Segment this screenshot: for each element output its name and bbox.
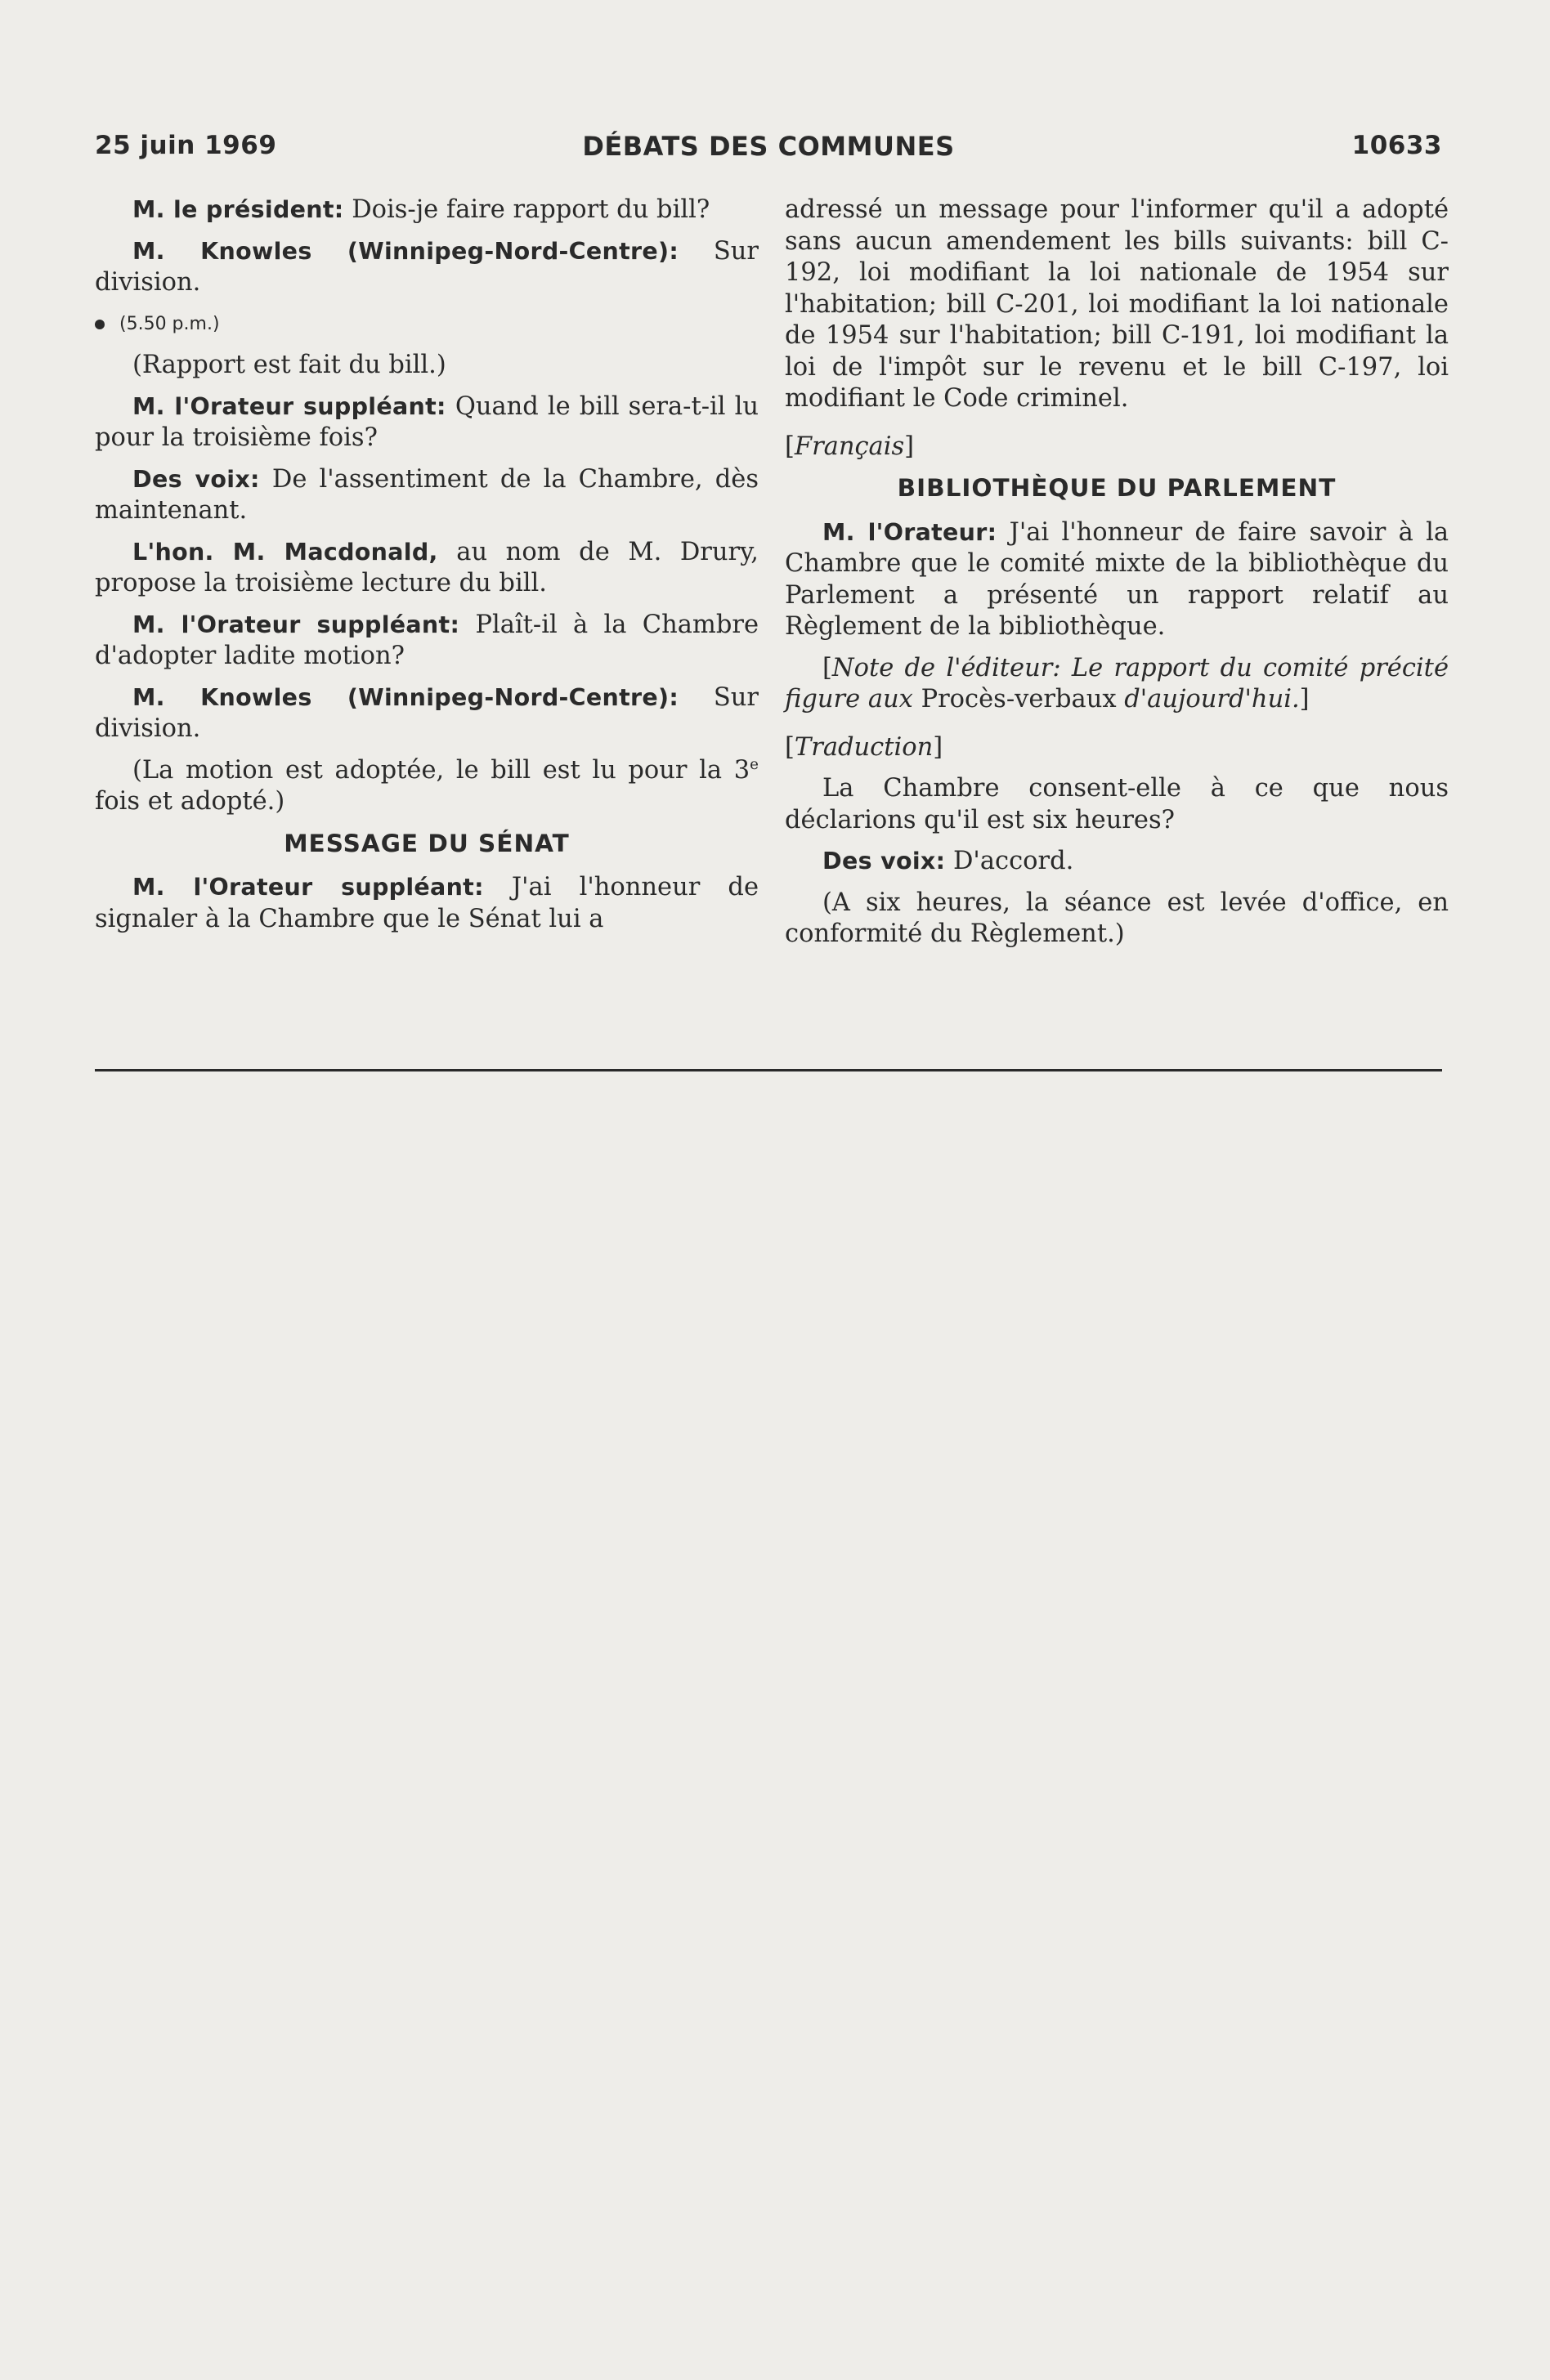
language-tag-text: Traduction — [794, 732, 934, 762]
speaker-name: M. le président: — [132, 196, 344, 223]
speech-text: Sur division. — [95, 682, 759, 743]
time-marker-text: (5.50 p.m.) — [119, 313, 220, 334]
paragraph — [95, 464, 759, 527]
horizontal-rule — [95, 1069, 1442, 1071]
left-column — [95, 195, 759, 945]
speech-text: au nom de M. Drury, propose la troisième lecture du bill. — [95, 537, 759, 597]
section-heading-bibliotheque: BIBLIOTHÈQUE DU PARLEMENT — [897, 474, 1337, 502]
paragraph — [785, 846, 1449, 878]
superscript: e — [750, 755, 759, 773]
speech-text: De l'assentiment de la Chambre, dès maintenant. — [95, 464, 759, 525]
header-title: DÉBATS DES COMMUNES — [582, 131, 955, 162]
speaker-name: M. Knowles (Winnipeg-Nord-Centre): — [132, 683, 679, 711]
speech-text: adressé un message pour l'informer qu'il a adopté sans aucun amendement les bills suivants: bill C-192, loi modifiant la loi nationale de 1954 sur l'habitation; bill C-201, loi modifiant la loi nationale de 1954 sur l'habitation; bill C-191, loi modifiant la loi de l'impôt sur le revenu et le bill C-197, loi modifiant le Code criminel. — [785, 195, 1449, 413]
language-tag: [Traduction] — [785, 732, 943, 762]
speech-text: Dois-je faire rapport du bill? — [343, 195, 710, 224]
speech-text: (Rapport est fait du bill.) — [132, 351, 446, 379]
speaker-name: M. l'Orateur suppléant: — [132, 611, 460, 638]
language-tag: [Français] — [785, 432, 915, 461]
paragraph — [785, 888, 1449, 951]
speech-text: Plaît-il à la Chambre d'adopter ladite motion? — [95, 610, 759, 670]
speaker-name: M. l'Orateur suppléant: — [132, 874, 484, 901]
speech-text: La Chambre consent-elle à ce que nous déclarions qu'il est six heures? — [785, 774, 1449, 834]
speech-text: J'ai l'honneur de faire savoir à la Chambre que le comité mixte de la bibliothèque du Parlement a présenté un rapport relatif au Règlement de la bibliothèque. — [785, 517, 1449, 641]
paragraph — [785, 773, 1449, 836]
paragraph — [95, 391, 759, 454]
speaker-name: L'hon. M. Macdonald, — [132, 538, 438, 566]
speaker-name: M. l'Orateur suppléant: — [132, 392, 446, 420]
speaker-name: M. Knowles (Winnipeg-Nord-Centre): — [132, 237, 679, 265]
header-date: 25 juin 1969 — [95, 131, 277, 160]
paragraph — [95, 195, 759, 226]
speech-text: J'ai l'honneur de signaler à la Chambre que le Sénat lui a — [95, 873, 759, 933]
editor-note-text: d'aujourd'hui. — [1124, 685, 1300, 714]
paragraph — [95, 872, 759, 935]
speech-text: fois et adopté.) — [95, 787, 285, 816]
speech-text: (A six heures, la séance est levée d'office, en conformité du Règlement.) — [785, 888, 1449, 948]
paragraph — [95, 610, 759, 673]
paragraph — [95, 350, 759, 382]
speech-text: (La motion est adoptée, le bill est lu pour la 3 — [132, 755, 750, 785]
speech-text: Quand le bill sera-t-il lu pour la troisième fois? — [95, 391, 759, 452]
speech-text: D'accord. — [945, 847, 1074, 875]
paragraph — [95, 537, 759, 600]
paragraph — [95, 755, 759, 818]
speaker-name: Des voix: — [132, 465, 260, 493]
editor-note-text: Note de l'éditeur: Le rapport du comité précité figure aux — [785, 653, 1449, 714]
paragraph — [785, 195, 1449, 415]
section-heading-senat: MESSAGE DU SÉNAT — [284, 829, 570, 857]
speaker-name: M. l'Orateur: — [822, 518, 997, 546]
paragraph — [95, 682, 759, 745]
language-tag-text: Français — [794, 432, 905, 461]
header-page-number: 10633 — [1351, 131, 1442, 160]
speaker-name: Des voix: — [822, 848, 946, 875]
editor-note: [Note de l'éditeur: Le rapport du comité précité figure aux Procès-verbaux d'aujourd'hui.] — [785, 653, 1449, 714]
paragraph — [785, 517, 1449, 643]
page-header — [95, 131, 1442, 172]
right-column — [785, 195, 1449, 960]
bullet-icon — [95, 320, 105, 329]
paragraph — [95, 236, 759, 299]
speech-text: Sur division. — [95, 236, 759, 297]
time-marker — [95, 309, 759, 341]
editor-note-title: Procès-verbaux — [912, 685, 1125, 714]
